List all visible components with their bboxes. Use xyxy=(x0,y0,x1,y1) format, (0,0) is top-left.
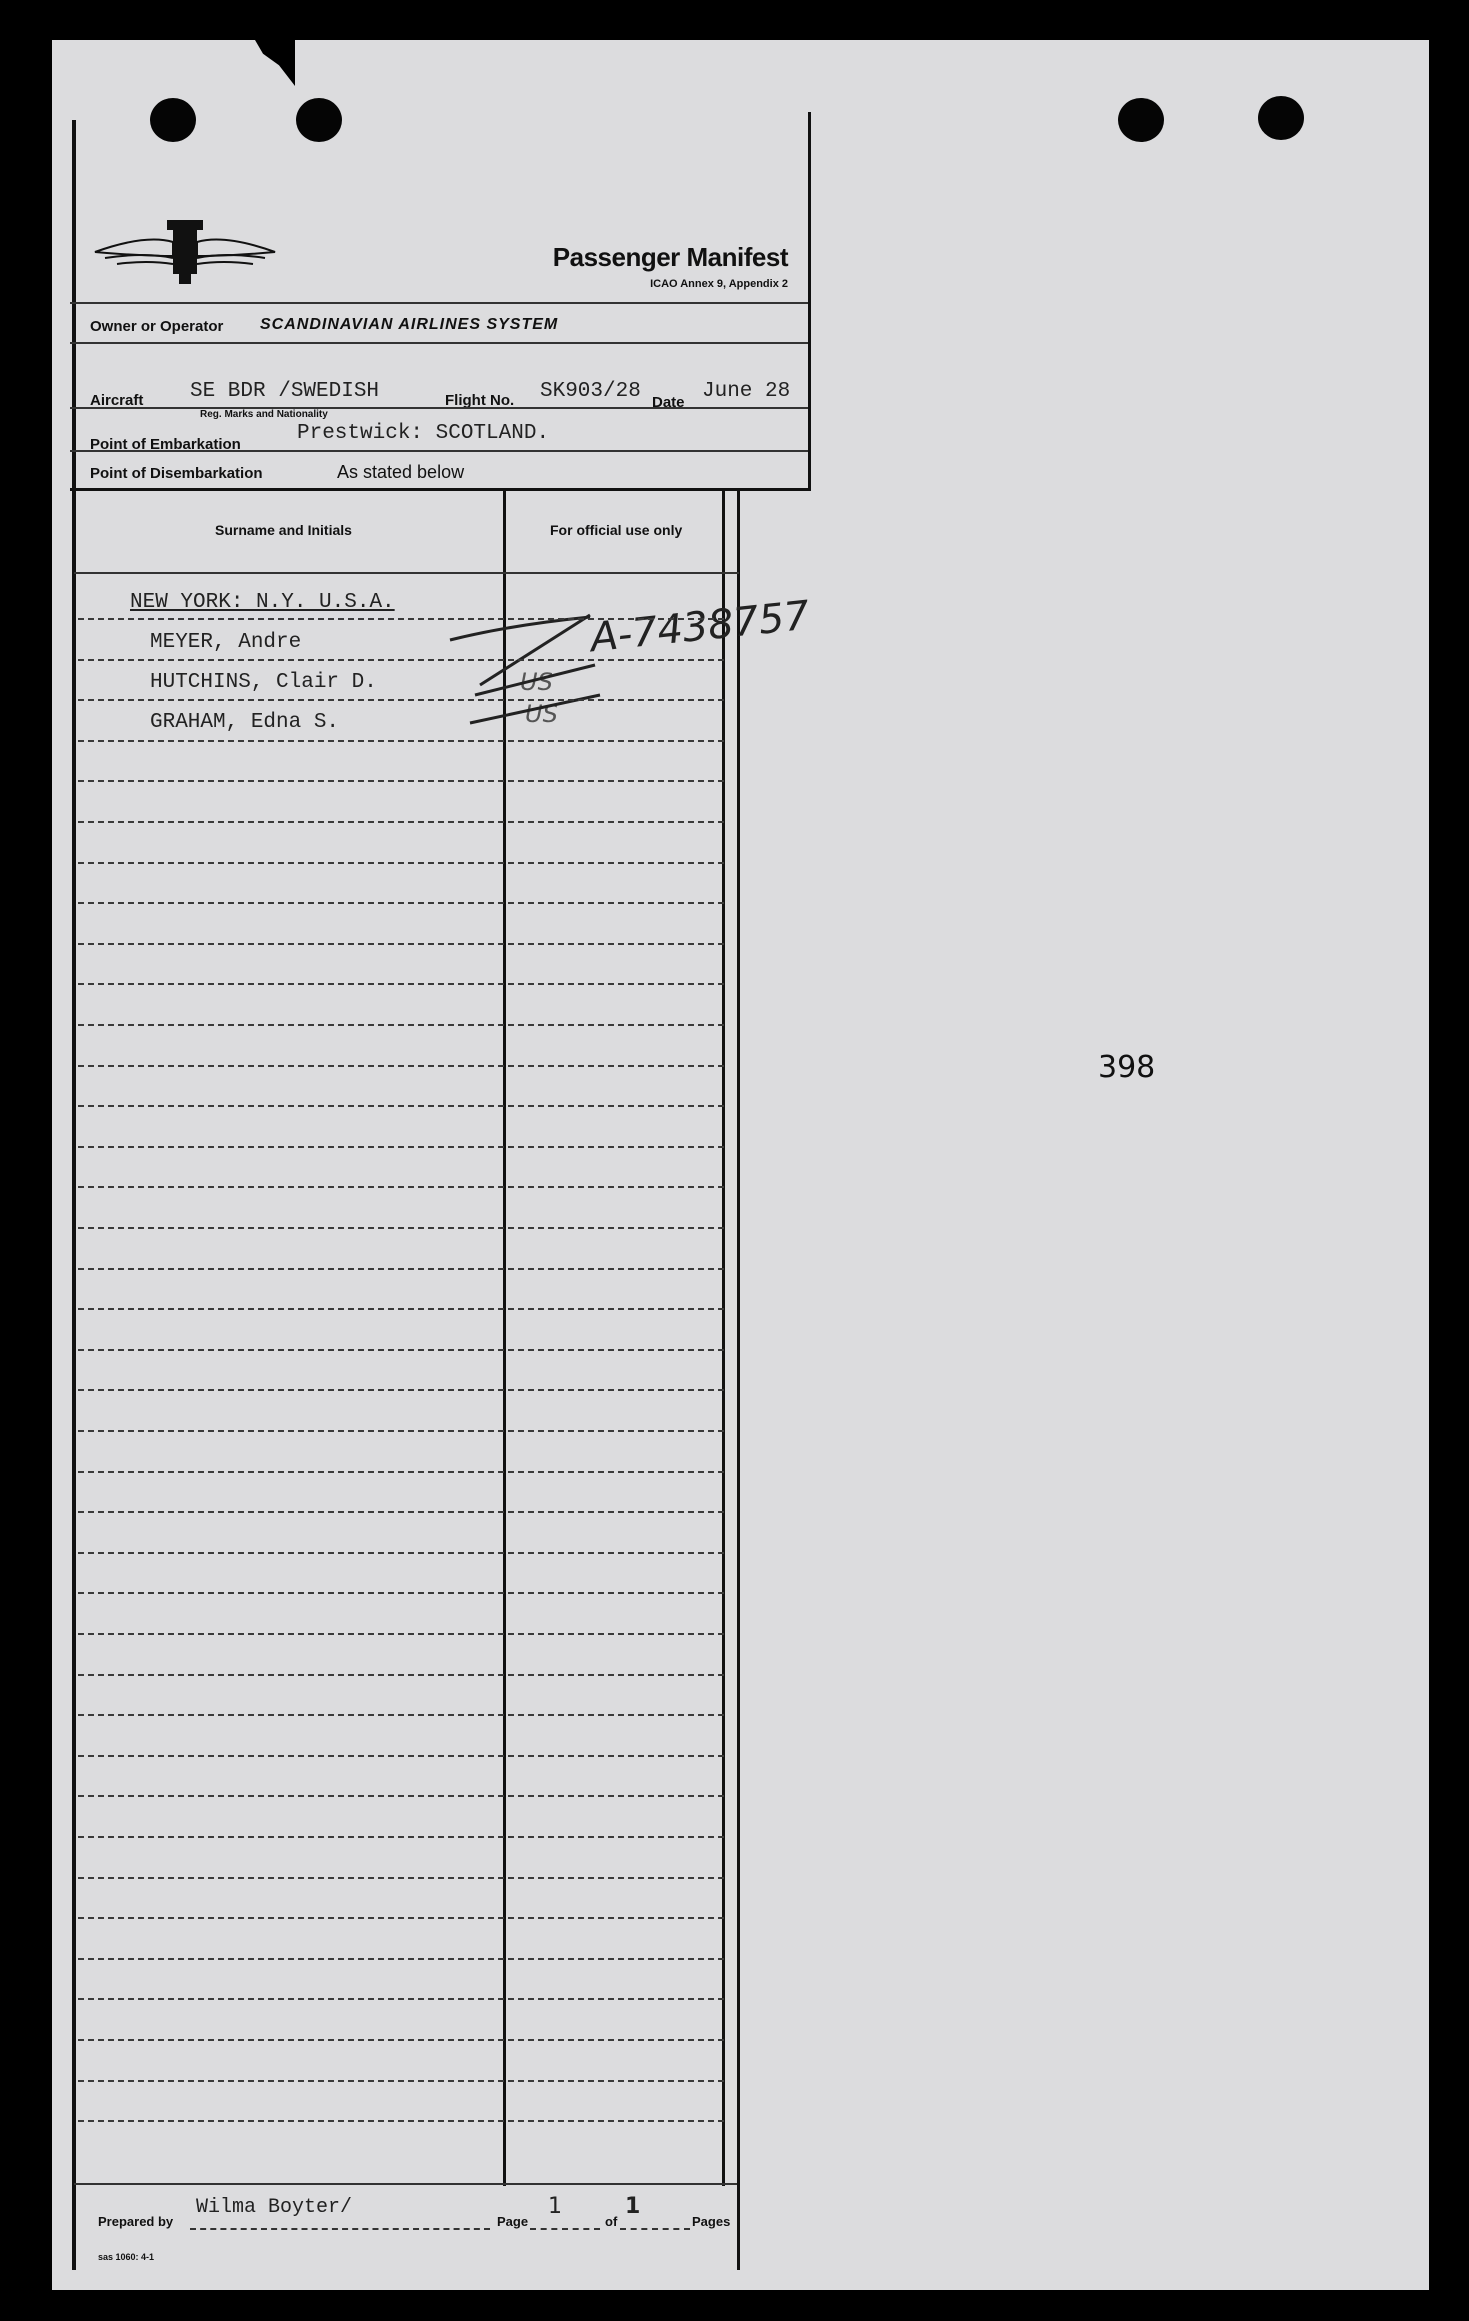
table-rule-line xyxy=(78,2120,724,2122)
of-value: 1 xyxy=(625,2194,641,2219)
manifest-header xyxy=(70,112,811,491)
table-rule-line xyxy=(78,983,724,985)
owner-value: SCANDINAVIAN AIRLINES SYSTEM xyxy=(260,316,559,333)
table-rule-line xyxy=(78,1795,724,1797)
form-code: sas 1060: 4-1 xyxy=(98,2252,155,2262)
table-rule-line xyxy=(78,2039,724,2041)
airline-wings-logo-icon xyxy=(85,212,285,292)
table-rule-line xyxy=(78,1592,724,1594)
embarkation-value: Prestwick: SCOTLAND. xyxy=(297,422,550,445)
table-rule-line xyxy=(78,618,724,620)
table-rule-line xyxy=(78,1958,724,1960)
table-rule-line xyxy=(78,699,724,701)
of-label: of xyxy=(605,2214,618,2229)
table-rule-line xyxy=(78,1430,724,1432)
flight-label: Flight No. xyxy=(445,392,515,409)
table-rule-line xyxy=(78,1349,724,1351)
table-rule-line xyxy=(78,740,724,742)
prepared-by-label: Prepared by xyxy=(98,2214,174,2229)
table-rule-line xyxy=(78,2080,724,2082)
table-rule-line xyxy=(78,1146,724,1148)
aircraft-value: SE BDR /SWEDISH xyxy=(190,380,380,403)
table-right-edge xyxy=(737,488,740,2270)
page-value: 1 xyxy=(548,2194,562,2219)
punch-hole-4 xyxy=(1258,96,1304,140)
form-title: Passenger Manifest xyxy=(552,242,788,272)
table-row-destination: NEW YORK: N.Y. U.S.A. xyxy=(130,591,395,614)
owner-label: Owner or Operator xyxy=(90,318,224,335)
table-rule-line xyxy=(78,659,724,661)
aircraft-label: Aircraft xyxy=(90,392,144,409)
table-rule-line xyxy=(78,1308,724,1310)
disembarkation-value: As stated below xyxy=(337,462,465,482)
official-annotation-us-1: US xyxy=(520,668,553,696)
stamp-number: 398 xyxy=(1098,1050,1156,1085)
table-rule-line xyxy=(78,1471,724,1473)
header-divider xyxy=(70,302,808,304)
table-rule-line xyxy=(78,1836,724,1838)
table-row-passenger-3: GRAHAM, Edna S. xyxy=(150,711,340,734)
official-annotation-us-2: US xyxy=(525,700,558,728)
embarkation-label: Point of Embarkation xyxy=(90,436,241,453)
table-rule-line xyxy=(78,1877,724,1879)
form-subtitle: ICAO Annex 9, Appendix 2 xyxy=(650,278,788,290)
official-annotation-number: A-7438757 xyxy=(588,592,812,662)
flight-value: SK903/28 xyxy=(540,380,641,403)
table-rule-line xyxy=(78,1633,724,1635)
table-rule-line xyxy=(78,1389,724,1391)
table-rule-line xyxy=(78,1105,724,1107)
table-header-divider xyxy=(74,572,739,574)
table-row-passenger-1: MEYER, Andre xyxy=(150,631,302,654)
table-rule-line xyxy=(78,1714,724,1716)
column-divider-2 xyxy=(722,488,725,2186)
table-rule-line xyxy=(78,1065,724,1067)
table-rule-line xyxy=(78,1755,724,1757)
table-rule-line xyxy=(78,1917,724,1919)
col-surname-header: Surname and Initials xyxy=(215,522,352,538)
table-rule-line xyxy=(78,1998,724,2000)
column-divider-1 xyxy=(503,488,506,2186)
of-line xyxy=(620,2228,690,2230)
table-rule-line xyxy=(78,1186,724,1188)
table-rule-line xyxy=(78,1552,724,1554)
table-rule-line xyxy=(78,1674,724,1676)
table-row-passenger-2: HUTCHINS, Clair D. xyxy=(150,671,377,694)
page-label: Page xyxy=(497,2214,529,2229)
col-official-header: For official use only xyxy=(550,522,683,538)
table-rule-line xyxy=(78,1268,724,1270)
disembarkation-label: Point of Disembarkation xyxy=(90,465,263,482)
table-rule-line xyxy=(78,943,724,945)
prepared-line xyxy=(190,2228,490,2230)
prepared-by-value: Wilma Boyter/ xyxy=(196,2196,353,2219)
table-rule-line xyxy=(78,1511,724,1513)
page-line xyxy=(530,2228,600,2230)
reg-marks-label: Reg. Marks and Nationality xyxy=(200,409,328,420)
table-rule-line xyxy=(78,862,724,864)
table-rule-line xyxy=(78,1227,724,1229)
date-label: Date xyxy=(652,394,685,411)
table-rule-line xyxy=(78,780,724,782)
table-rule-line xyxy=(78,1024,724,1026)
footer-divider xyxy=(74,2183,737,2185)
embarkation-divider xyxy=(70,450,808,452)
date-value: June 28 xyxy=(702,380,791,403)
check-marks-icon xyxy=(440,595,640,735)
table-rule-line xyxy=(78,821,724,823)
punch-hole-3 xyxy=(1118,98,1164,142)
aircraft-divider xyxy=(70,407,808,409)
pages-label: Pages xyxy=(692,2214,731,2229)
table-rule-line xyxy=(78,902,724,904)
owner-divider xyxy=(70,342,808,344)
